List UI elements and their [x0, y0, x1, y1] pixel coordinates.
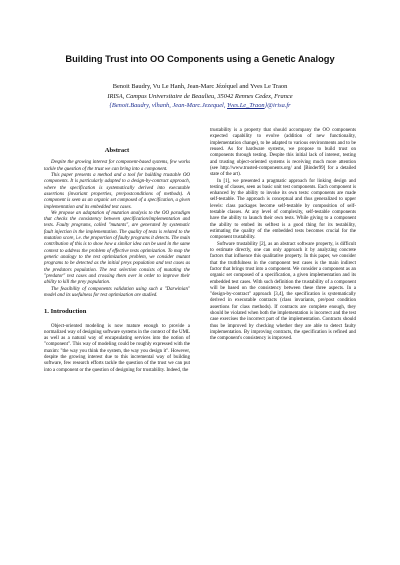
emails-prefix: {Benoit.Baudry, vlhanh, Jean-Marc.Jezequel,: [109, 102, 228, 110]
body-paragraph: In [1], we presented a pragmatic approach for linking design and testing of classes, seen as basic unit test components. Each component is enhanced by the ability to invoke its own tests: components are made self-testable. The approach is conceptual and thus generalized to upper levels: class packages become self-testable by composition of self-testable classes. At any level of complexity, self-testable components have the ability to launch their own tests. While giving to a component the ability to embed its selftest is a good thing for its testability, estimating the quality of the embedded tests becomes crucial for the component trustability.: [210, 178, 356, 241]
abstract-paragraph: This paper presents a method and a tool for building trustable OO components. It is particularly adapted to a design-by-contract approach, where the specification is systematically derived into executable assertions (invariant properties, pre/postconditions of methods). A component is seen as an organic set composed of a specification, a given implementation and its embedded test cases.: [44, 172, 190, 210]
author-emails: [20, 101, 380, 111]
author-names: Benoit Baudry, Vu Le Hanh, Jean-Marc Jézéquel and Yves Le Traon: [112, 83, 288, 90]
right-column: [210, 128, 356, 343]
abstract-section: [44, 148, 190, 299]
abstract-paragraph: We propose an adaptation of mutation analysis to the OO paradigm that checks the consistency between specification/implementation and tests. Faulty programs, called "mutants", are generated by systematic fault injection in the implementation. The quality of tests is related to the mutation score, i.e. the proportion of faulty programs it detects. The main contribution of this is to show how a similar idea can be used in the same context to address the problem of effective tests optimization. To map the genetic analogy to the test optimization problem, we consider mutant programs to be detected as the initial preys population and test cases as the predators population. The test selection consists of mutating the "predator" test cases and crossing them over in order to improve their ability to kill the prey population.: [44, 210, 190, 286]
author-block: [20, 82, 380, 111]
body-paragraph: trustability is a property that should accompany the OO components expected capability to evolve (addition of new functionality, implementation change), to be adapted to various environments and to be reused. As for hardware systems, we propose to build trust on components through testing. Despite this initial lack of interest, testing and trusting object-oriented systems is receiving much more attention (see http://www.trusted-components.org/ and [Binder99] for a detailed state of the art).: [210, 128, 356, 178]
emails-suffix: }@irisa.fr: [264, 102, 291, 110]
intro-paragraph: Object-oriented modeling is now mature enough to provide a normalized way of designing software systems in the context of the UML as well as a natural way of encapsulating services into the notion of "component". This way of modeling could be roughly expressed with the maxim: "the way you think the system, the way you design it". However, despite the growing interest due to this incremental way of building software, few research efforts tackle the question of the trust we can put into a component or the question of designing for trustability. Indeed, the: [44, 323, 190, 373]
author-affiliation: IRISA, Campus Universitaire de Beaulieu, 35042 Rennes Cedex, France: [107, 92, 293, 100]
section-heading-introduction: 1. Introduction: [44, 308, 87, 316]
abstract-heading: Abstract: [104, 147, 130, 154]
abstract-paragraph: The feasibility of components validation using such a "Darwinian" model and its usefulness for test optimization are studied.: [44, 286, 190, 298]
paper-title: Building Trust into OO Components using a Genetic Analogy: [65, 54, 335, 64]
body-paragraph: Software trustability [2], as an abstract software property, is difficult to estimate directly, one can only approach it by analyzing concrete factors that influence this qualitative property. In this paper, we consider that the truthfulness in the component test cases is the main indirect factor that brings trust into a component. We consider a component as an organic set composed of a specification, a given implementation and its embedded test cases. With such definition the trustability of a component will be based on the consistency between these three aspects. In a "design-by-contract" approach [3,4], the specification is systematically derived in executable contracts (class invariants, pre/post condition assertions for class methods). If contracts are complete enough, they should be violated when both the implementation is incorrect and the test case exercises the incorrect part of the implementation. Contracts should thus be improved by checking whether they are able to detect faulty implementation. By improving contracts, the specification is refined and the component's consistency is improved.: [210, 241, 356, 342]
left-column: [44, 148, 190, 374]
abstract-paragraph: Despite the growing interest for component-based systems, few works tackle the question of the trust we can bring into a component.: [44, 160, 190, 172]
email-link[interactable]: Yves.Le_Traon: [227, 102, 265, 110]
